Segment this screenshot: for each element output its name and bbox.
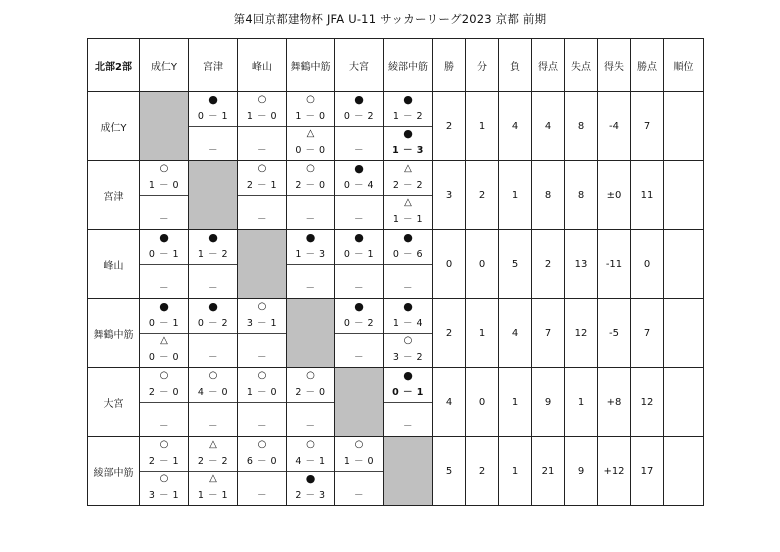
- match-score: －: [256, 214, 267, 225]
- stat-draws: 2: [466, 161, 499, 230]
- match-cell: [140, 230, 189, 299]
- result-symbol: ○: [403, 335, 413, 346]
- stat-points: 17: [631, 437, 664, 506]
- first-leg: [189, 299, 237, 334]
- first-leg: [335, 161, 383, 196]
- match-score: 2 － 3: [295, 490, 326, 501]
- stat-points: 7: [631, 299, 664, 368]
- second-leg: [287, 195, 334, 229]
- col-draws: 分: [466, 39, 499, 92]
- match-cell: [238, 368, 287, 437]
- result-symbol: ○: [257, 163, 267, 174]
- stat-rank: [664, 299, 704, 368]
- match-score: 4 － 0: [197, 387, 229, 398]
- result-symbol: ○: [306, 439, 315, 450]
- second-leg: [287, 264, 334, 298]
- match-score: －: [402, 421, 413, 432]
- table-row: [88, 299, 704, 368]
- match-cell: [189, 230, 238, 299]
- result-symbol: ●: [354, 231, 364, 244]
- result-symbol: ●: [208, 231, 218, 244]
- match-score: 1 － 2: [197, 249, 229, 260]
- match-cell: [287, 437, 335, 506]
- result-symbol: ○: [159, 370, 169, 381]
- first-leg: [335, 299, 383, 334]
- result-symbol: △: [404, 163, 412, 174]
- first-leg: [140, 299, 188, 334]
- stat-goals-against: 12: [565, 299, 598, 368]
- second-leg: [335, 195, 383, 229]
- match-score: 2 － 2: [197, 456, 229, 467]
- match-score: 0 － 1: [197, 111, 229, 122]
- stat-goals-for: 2: [532, 230, 565, 299]
- stat-goals-for: 4: [532, 92, 565, 161]
- stat-draws: 1: [466, 92, 499, 161]
- row-team-name: 大宮: [88, 368, 140, 437]
- result-symbol: ○: [208, 370, 218, 381]
- match-score: －: [207, 283, 218, 294]
- first-leg: [238, 161, 286, 196]
- result-symbol: ●: [208, 93, 218, 106]
- result-symbol: △: [209, 473, 217, 484]
- match-cell: [287, 92, 335, 161]
- stat-goal-diff: +12: [598, 437, 631, 506]
- row-team-name: 峰山: [88, 230, 140, 299]
- first-leg: [335, 92, 383, 127]
- stat-goals-against: 13: [565, 230, 598, 299]
- match-cell: [238, 299, 287, 368]
- first-leg: [140, 368, 188, 403]
- first-leg: [384, 161, 432, 196]
- first-leg: [189, 437, 237, 472]
- result-symbol: ●: [354, 93, 364, 106]
- match-score: 2 － 1: [148, 456, 180, 467]
- match-score: 4 － 1: [295, 456, 326, 467]
- match-score: 0 － 1: [148, 249, 180, 260]
- stat-goals-against: 1: [565, 368, 598, 437]
- first-leg: [140, 230, 188, 265]
- result-symbol: ●: [159, 300, 169, 313]
- second-leg: [140, 195, 188, 229]
- match-score: －: [402, 283, 413, 294]
- match-score: 2 － 1: [246, 180, 278, 191]
- first-leg: [238, 368, 286, 403]
- match-score: －: [256, 145, 267, 156]
- stat-goals-for: 8: [532, 161, 565, 230]
- stat-points: 11: [631, 161, 664, 230]
- match-cell: [335, 92, 384, 161]
- match-cell: [335, 437, 384, 506]
- stat-losses: 1: [499, 368, 532, 437]
- match-score: 2 － 0: [148, 387, 180, 398]
- match-cell: [238, 92, 287, 161]
- second-leg: [335, 264, 383, 298]
- second-leg: [335, 333, 383, 367]
- stat-goal-diff: ±0: [598, 161, 631, 230]
- row-team-name: 成仁Y: [88, 92, 140, 161]
- match-score: －: [353, 145, 364, 156]
- first-leg: [384, 92, 432, 127]
- col-wins: 勝: [433, 39, 466, 92]
- match-score: 0 － 2: [343, 111, 375, 122]
- match-cell: [238, 437, 287, 506]
- stat-goals-for: 7: [532, 299, 565, 368]
- stat-rank: [664, 92, 704, 161]
- match-cell: [384, 161, 433, 230]
- result-symbol: ○: [159, 473, 169, 484]
- result-symbol: ●: [403, 231, 413, 244]
- result-symbol: ○: [257, 94, 267, 105]
- stat-goal-diff: -5: [598, 299, 631, 368]
- stat-goals-for: 21: [532, 437, 565, 506]
- stat-wins: 3: [433, 161, 466, 230]
- match-cell: [238, 161, 287, 230]
- match-score: 1 － 2: [392, 111, 424, 122]
- second-leg: [189, 126, 237, 160]
- result-symbol: ○: [257, 370, 267, 381]
- col-goal-diff: 得失: [598, 39, 631, 92]
- result-symbol: ○: [159, 163, 169, 174]
- match-cell: [140, 437, 189, 506]
- col-team-omiya: 大宮: [335, 39, 384, 92]
- stat-points: 12: [631, 368, 664, 437]
- stat-wins: 2: [433, 92, 466, 161]
- match-score: 1 － 1: [197, 490, 229, 501]
- second-leg: [238, 471, 286, 505]
- self-match-cell: [189, 161, 238, 230]
- col-team-mineyama: 峰山: [238, 39, 287, 92]
- match-score: 3 － 2: [392, 352, 424, 363]
- col-team-maizuru-nakasuji: 舞鶴中筋: [287, 39, 335, 92]
- match-cell: [384, 230, 433, 299]
- header-row: [88, 39, 704, 92]
- stat-goals-against: 9: [565, 437, 598, 506]
- first-leg: [335, 437, 383, 472]
- result-symbol: ●: [403, 127, 413, 140]
- second-leg: [384, 264, 432, 298]
- first-leg: [238, 92, 286, 127]
- result-symbol: ●: [354, 300, 364, 313]
- stat-goals-against: 8: [565, 92, 598, 161]
- match-cell: [335, 230, 384, 299]
- stat-draws: 2: [466, 437, 499, 506]
- second-leg: [238, 402, 286, 436]
- match-score: 0 － 2: [197, 318, 229, 329]
- result-symbol: ●: [403, 369, 413, 382]
- match-score: 1 － 1: [392, 214, 424, 225]
- result-symbol: ○: [306, 370, 315, 381]
- match-score: －: [353, 283, 364, 294]
- first-leg: [287, 161, 334, 196]
- first-leg: [140, 437, 188, 472]
- result-symbol: ●: [403, 300, 413, 313]
- second-leg: [140, 471, 188, 505]
- match-cell: [335, 299, 384, 368]
- first-leg: [287, 92, 334, 127]
- match-cell: [189, 92, 238, 161]
- first-leg: [384, 230, 432, 265]
- result-symbol: ●: [354, 162, 364, 175]
- match-score: －: [207, 145, 218, 156]
- result-symbol: ●: [305, 231, 316, 244]
- match-score: 1 － 0: [343, 456, 375, 467]
- stat-losses: 1: [499, 161, 532, 230]
- match-score: 1 － 4: [392, 318, 424, 329]
- col-points: 勝点: [631, 39, 664, 92]
- row-team-name: 綾部中筋: [88, 437, 140, 506]
- result-symbol: ○: [354, 439, 364, 450]
- match-score: 0 － 2: [343, 318, 375, 329]
- match-score: －: [353, 352, 364, 363]
- table-row: [88, 161, 704, 230]
- first-leg: [287, 230, 334, 265]
- self-match-cell: [287, 299, 335, 368]
- match-score: －: [305, 283, 316, 294]
- row-team-name: 宮津: [88, 161, 140, 230]
- first-leg: [238, 299, 286, 334]
- result-symbol: ○: [306, 163, 315, 174]
- first-leg: [287, 368, 334, 403]
- stat-wins: 4: [433, 368, 466, 437]
- match-score: －: [207, 352, 218, 363]
- match-cell: [287, 161, 335, 230]
- result-symbol: ●: [305, 472, 316, 485]
- match-score: 0 － 1: [392, 387, 424, 398]
- stat-losses: 4: [499, 299, 532, 368]
- stat-points: 7: [631, 92, 664, 161]
- second-leg: [384, 333, 432, 367]
- first-leg: [287, 437, 334, 472]
- col-losses: 負: [499, 39, 532, 92]
- result-symbol: ○: [159, 439, 169, 450]
- match-score: 1 － 3: [392, 145, 424, 156]
- match-score: 2 － 0: [295, 180, 326, 191]
- first-leg: [384, 368, 432, 403]
- second-leg: [189, 264, 237, 298]
- stat-goal-diff: -11: [598, 230, 631, 299]
- table-row: [88, 92, 704, 161]
- match-score: 0 － 6: [392, 249, 424, 260]
- stat-wins: 0: [433, 230, 466, 299]
- second-leg: [287, 402, 334, 436]
- second-leg: [287, 126, 334, 160]
- match-score: 1 － 0: [246, 387, 278, 398]
- second-leg: [238, 126, 286, 160]
- self-match-cell: [335, 368, 384, 437]
- match-score: 2 － 0: [295, 387, 326, 398]
- table-row: [88, 230, 704, 299]
- match-cell: [384, 368, 433, 437]
- match-score: －: [256, 352, 267, 363]
- second-leg: [335, 471, 383, 505]
- col-team-miyazu: 宮津: [189, 39, 238, 92]
- match-score: 0 － 1: [343, 249, 375, 260]
- match-score: －: [158, 283, 169, 294]
- division-label: 北部2部: [88, 39, 140, 92]
- stat-wins: 5: [433, 437, 466, 506]
- match-score: －: [353, 490, 364, 501]
- match-score: －: [353, 214, 364, 225]
- match-score: 0 － 1: [148, 318, 180, 329]
- second-leg: [189, 333, 237, 367]
- match-score: －: [158, 214, 169, 225]
- stat-losses: 4: [499, 92, 532, 161]
- match-score: 1 － 0: [246, 111, 278, 122]
- match-score: －: [305, 214, 316, 225]
- second-leg: [238, 195, 286, 229]
- stat-draws: 1: [466, 299, 499, 368]
- match-cell: [140, 299, 189, 368]
- match-score: 1 － 0: [148, 180, 180, 191]
- result-symbol: ●: [208, 300, 218, 313]
- match-cell: [287, 230, 335, 299]
- match-score: 3 － 1: [148, 490, 180, 501]
- second-leg: [335, 126, 383, 160]
- match-cell: [384, 299, 433, 368]
- stat-losses: 1: [499, 437, 532, 506]
- match-score: 1 － 3: [295, 249, 326, 260]
- stat-rank: [664, 368, 704, 437]
- match-score: 1 － 0: [295, 111, 326, 122]
- stat-losses: 5: [499, 230, 532, 299]
- result-symbol: ●: [403, 93, 413, 106]
- match-cell: [384, 92, 433, 161]
- match-score: －: [158, 421, 169, 432]
- self-match-cell: [140, 92, 189, 161]
- col-goals-for: 得点: [532, 39, 565, 92]
- match-score: 0 － 0: [148, 352, 180, 363]
- match-score: 6 － 0: [246, 456, 278, 467]
- result-symbol: ○: [257, 301, 267, 312]
- stat-points: 0: [631, 230, 664, 299]
- table-row: [88, 368, 704, 437]
- stat-rank: [664, 230, 704, 299]
- result-symbol: ○: [306, 94, 315, 105]
- stat-goals-for: 9: [532, 368, 565, 437]
- self-match-cell: [238, 230, 287, 299]
- league-table: [87, 38, 704, 506]
- first-leg: [189, 92, 237, 127]
- stat-draws: 0: [466, 230, 499, 299]
- col-team-ayabe-nakasuji: 綾部中筋: [384, 39, 433, 92]
- result-symbol: △: [160, 335, 168, 346]
- second-leg: [238, 333, 286, 367]
- stat-goals-against: 8: [565, 161, 598, 230]
- first-leg: [140, 161, 188, 196]
- stat-goal-diff: -4: [598, 92, 631, 161]
- col-team-seijin: 成仁Y: [140, 39, 189, 92]
- stat-rank: [664, 437, 704, 506]
- match-cell: [335, 161, 384, 230]
- match-cell: [287, 368, 335, 437]
- second-leg: [189, 402, 237, 436]
- second-leg: [140, 264, 188, 298]
- col-goals-against: 失点: [565, 39, 598, 92]
- col-rank: 順位: [664, 39, 704, 92]
- second-leg: [140, 333, 188, 367]
- second-leg: [384, 402, 432, 436]
- match-score: －: [305, 421, 316, 432]
- match-score: 0 － 4: [343, 180, 375, 191]
- stat-goal-diff: +8: [598, 368, 631, 437]
- first-leg: [384, 299, 432, 334]
- match-score: －: [256, 490, 267, 501]
- first-leg: [335, 230, 383, 265]
- result-symbol: △: [306, 128, 315, 139]
- first-leg: [189, 368, 237, 403]
- match-cell: [140, 368, 189, 437]
- match-cell: [189, 368, 238, 437]
- result-symbol: △: [404, 197, 412, 208]
- result-symbol: ●: [159, 231, 169, 244]
- first-leg: [238, 437, 286, 472]
- result-symbol: ○: [257, 439, 267, 450]
- first-leg: [189, 230, 237, 265]
- second-leg: [384, 195, 432, 229]
- second-leg: [140, 402, 188, 436]
- stat-wins: 2: [433, 299, 466, 368]
- match-cell: [189, 437, 238, 506]
- match-score: －: [207, 421, 218, 432]
- stat-draws: 0: [466, 368, 499, 437]
- stat-rank: [664, 161, 704, 230]
- second-leg: [384, 126, 432, 160]
- match-score: 0 － 0: [295, 145, 326, 156]
- second-leg: [287, 471, 334, 505]
- self-match-cell: [384, 437, 433, 506]
- match-score: －: [256, 421, 267, 432]
- table-row: [88, 437, 704, 506]
- match-score: 3 － 1: [246, 318, 278, 329]
- match-score: 2 － 2: [392, 180, 424, 191]
- result-symbol: △: [209, 439, 217, 450]
- match-cell: [140, 161, 189, 230]
- page-title: 第4回京都建物杯 JFA U-11 サッカーリーグ2023 京都 前期: [233, 12, 547, 26]
- row-team-name: 舞鶴中筋: [88, 299, 140, 368]
- match-cell: [189, 299, 238, 368]
- second-leg: [189, 471, 237, 505]
